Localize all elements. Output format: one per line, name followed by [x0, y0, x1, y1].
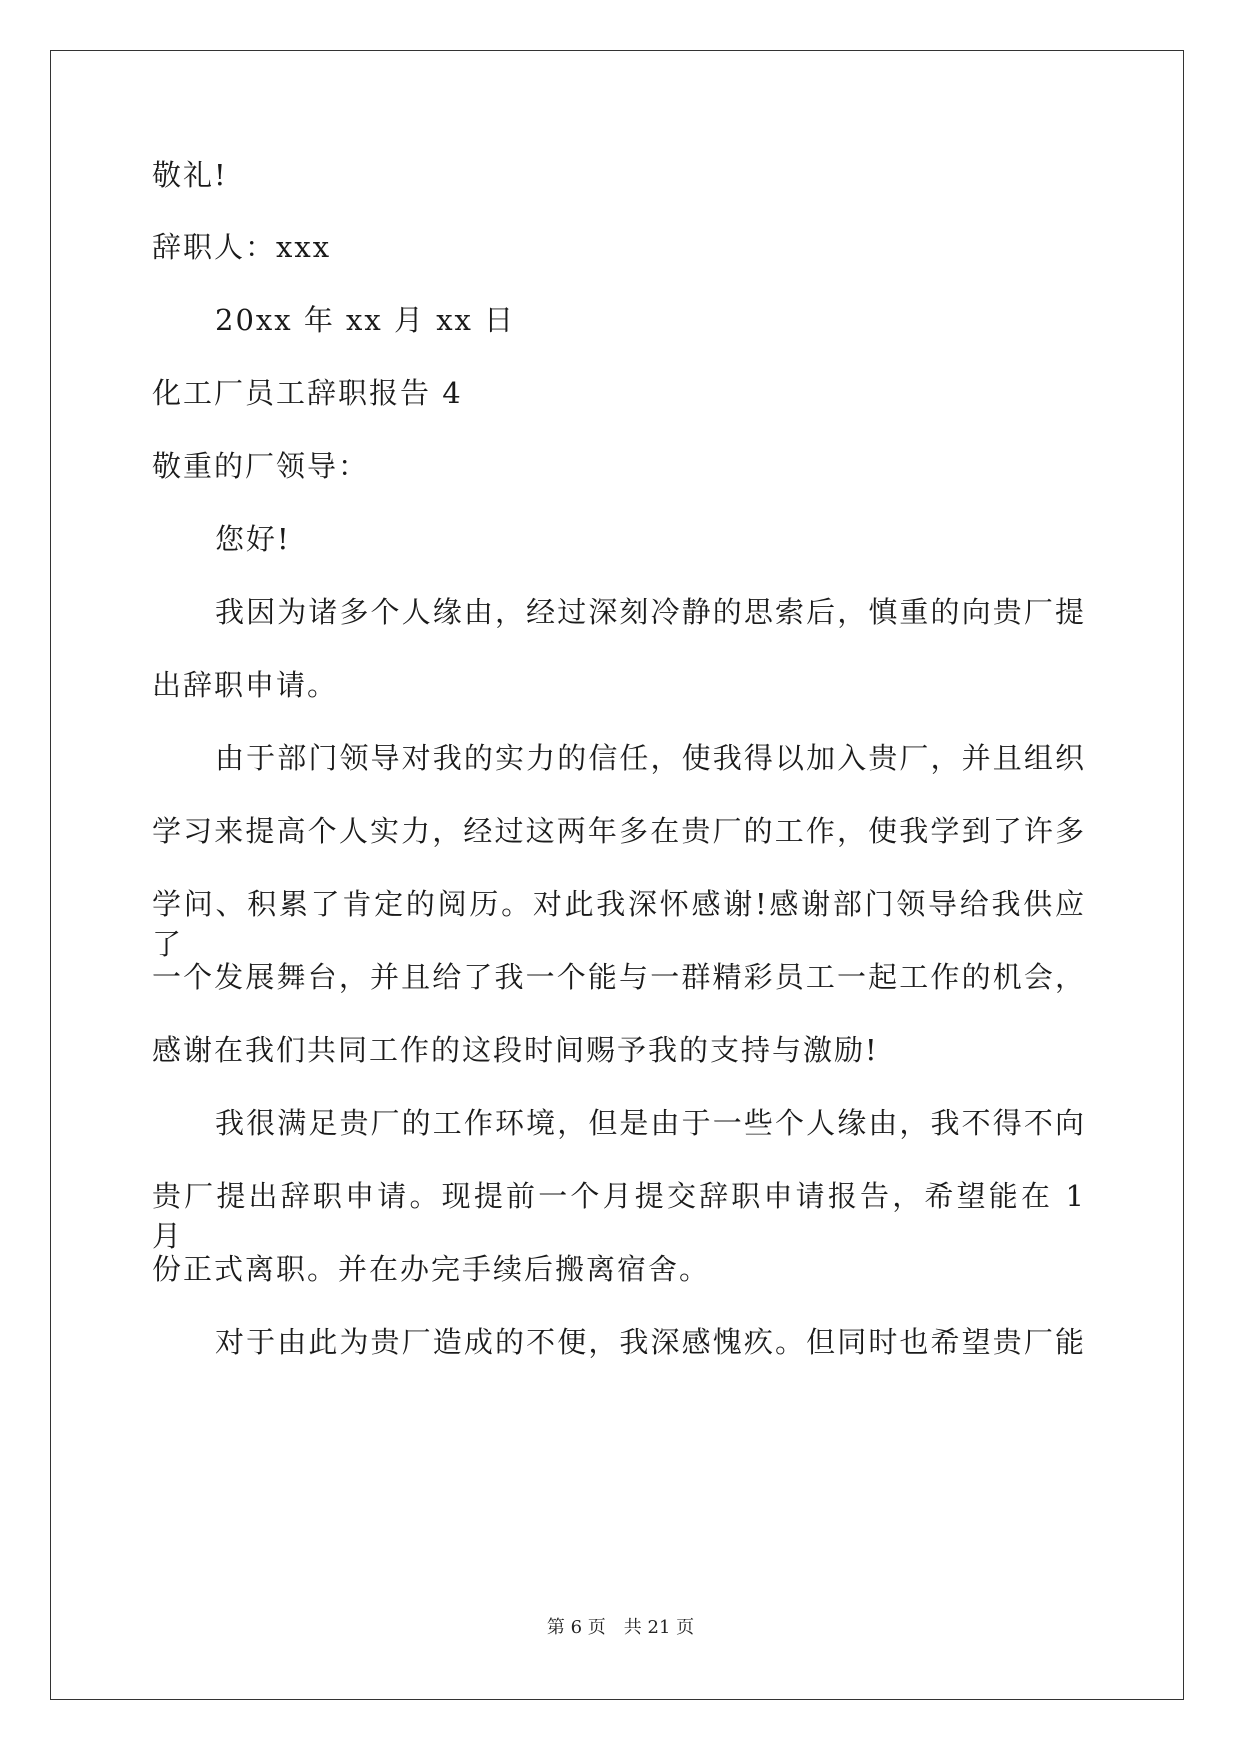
page-number-footer: 第 6 页 共 21 页	[546, 1617, 695, 1638]
paragraph-line: 份正式离职。并在办完手续后搬离宿舍。	[152, 1252, 711, 1286]
paragraph-line: 贵厂提出辞职申请。现提前一个月提交辞职申请报告，希望能在 1 月	[152, 1179, 1086, 1253]
paragraph-line: 我因为诸多个人缘由，经过深刻冷静的思索后，慎重的向贵厂提	[215, 595, 1086, 629]
closing-salutation: 敬礼!	[152, 158, 228, 192]
paragraph-line: 我很满足贵厂的工作环境，但是由于一些个人缘由，我不得不向	[215, 1106, 1086, 1140]
page-border	[50, 50, 1184, 1700]
paragraph-line: 对于由此为贵厂造成的不便，我深感愧疚。但同时也希望贵厂能	[215, 1325, 1086, 1359]
paragraph-line: 由于部门领导对我的实力的信任，使我得以加入贵厂，并且组织	[215, 741, 1086, 775]
resignee-signature: 辞职人：xxx	[152, 230, 332, 264]
addressee-line: 敬重的厂领导：	[152, 449, 370, 483]
paragraph-line: 学习来提高个人实力，经过这两年多在贵厂的工作，使我学到了许多	[152, 814, 1086, 848]
paragraph-line: 一个发展舞台，并且给了我一个能与一群精彩员工一起工作的机会，	[152, 960, 1086, 994]
section-heading: 化工厂员工辞职报告 4	[152, 376, 463, 410]
date-line: 20xx 年 xx 月 xx 日	[215, 303, 516, 337]
greeting-line: 您好!	[215, 522, 291, 556]
paragraph-line: 出辞职申请。	[152, 668, 339, 702]
paragraph-line: 学问、积累了肯定的阅历。对此我深怀感谢!感谢部门领导给我供应了	[152, 887, 1086, 961]
paragraph-line: 感谢在我们共同工作的这段时间赐予我的支持与激励!	[152, 1033, 879, 1067]
